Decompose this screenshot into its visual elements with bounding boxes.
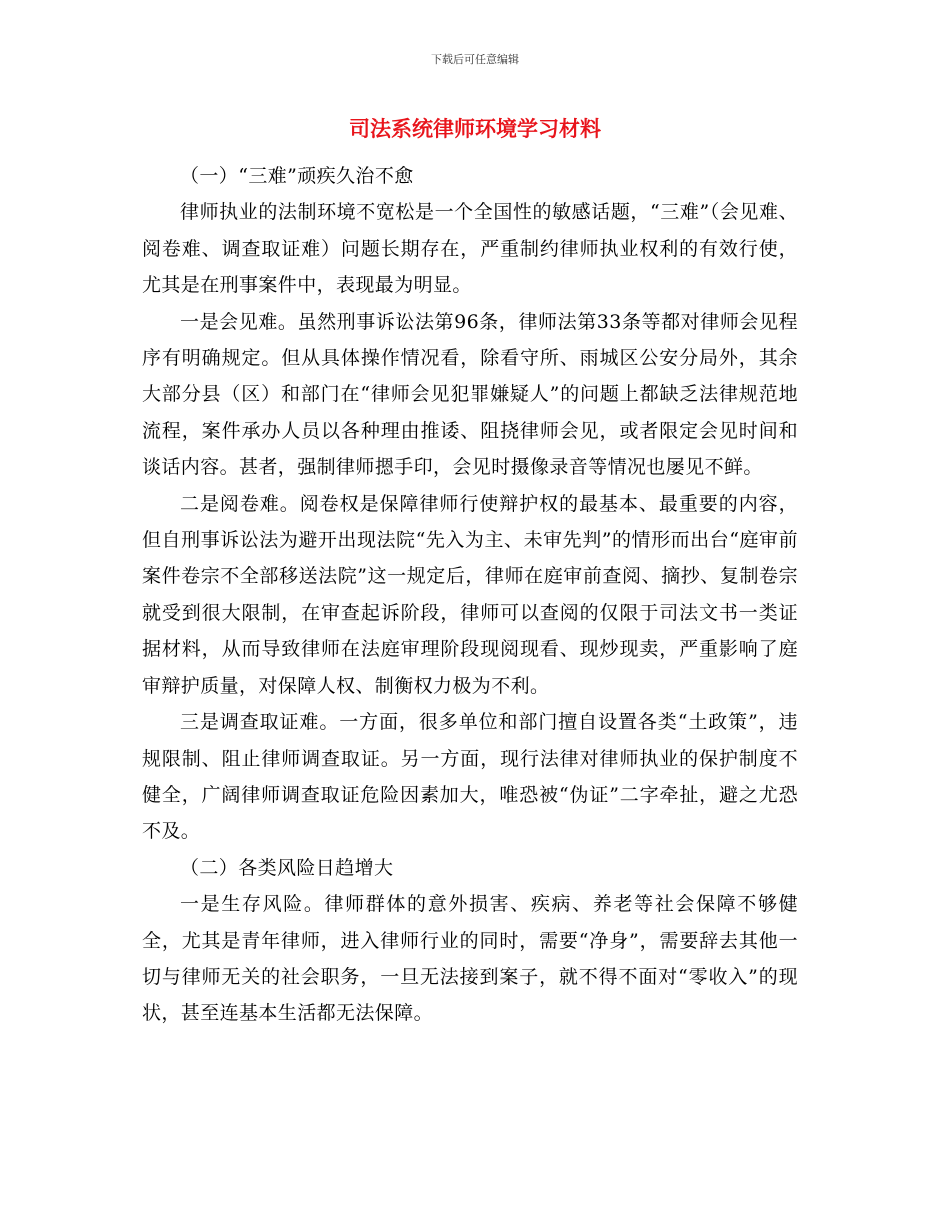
section-heading: （二）各类风险日趋增大 [180,856,394,879]
body-paragraph: 三是调查取证难。一方面，很多单位和部门擅自设置各类“土政策”，违规限制、阻止律师调查取证。另一方面，现行法律对律师执业的保护制度不健全，广阔律师调查取证危险因素加大，唯恐被“伪证”二字牵扯，避之尤恐不及。 [142,711,798,843]
section-heading: （一）“三难”顽疾久治不愈 [180,165,414,187]
page-header: 下载后可任意编辑 [431,53,519,66]
document-body [142,158,798,1032]
body-paragraph: 律师执业的法制环境不宽松是一个全国性的敏感话题，“三难”（会见难、阅卷难、调查取证难）问题长期存在，严重制约律师执业权利的有效行使，尤其是在刑事案件中，表现最为明显。 [142,201,798,297]
document-title: 司法系统律师环境学习材料 [349,116,601,141]
body-paragraph: 一是会见难。虽然刑事诉讼法第96条，律师法第33条等都对律师会见程序有明确规定。但从具体操作情况看，除看守所、雨城区公安分局外，其余大部分县（区）和部门在“律师会见犯罪嫌疑人”的问题上都缺乏法律规范地流程，案件承办人员以各种理由推诿、阻挠律师会见，或者限定会见时间和谈话内容。甚者，强制律师摁手印，会见时摄像录音等情况也屡见不鲜。 [142,310,798,479]
body-paragraph: 一是生存风险。律师群体的意外损害、疾病、养老等社会保障不够健全，尤其是青年律师，进入律师行业的同时，需要“净身”，需要辞去其他一切与律师无关的社会职务，一旦无法接到案子，就不得不面对“零收入”的现状，甚至连基本生活都无法保障。 [142,893,798,1025]
body-paragraph: 二是阅卷难。阅卷权是保障律师行使辩护权的最基本、最重要的内容，但自刑事诉讼法为避开出现法院“先入为主、未审先判”的情形而出台“庭审前案件卷宗不全部移送法院”这一规定后，律师在庭审前查阅、摘抄、复制卷宗就受到很大限制，在审查起诉阶段，律师可以查阅的仅限于司法文书一类证据材料，从而导致律师在法庭审理阶段现阅现看、现炒现卖，严重影响了庭审辩护质量，对保障人权、制衡权力极为不利。 [142,492,798,697]
